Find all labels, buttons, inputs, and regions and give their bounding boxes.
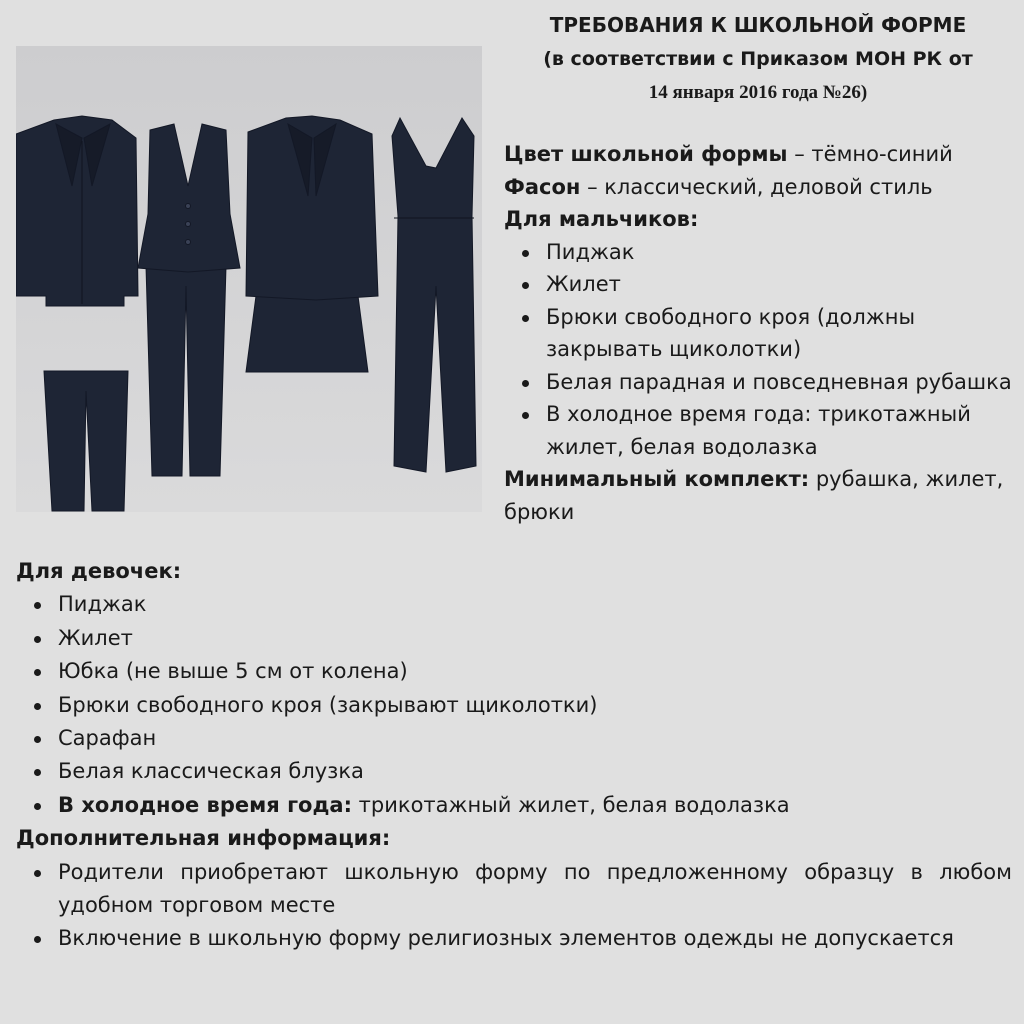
- list-item: Жилет: [16, 622, 1012, 655]
- boys-list: [504, 236, 1016, 464]
- boys-heading: Для мальчиков:: [504, 207, 699, 231]
- minimal-set-label: Минимальный комплект:: [504, 467, 810, 491]
- minimal-set-line: [504, 463, 1016, 528]
- list-item: Жилет: [504, 268, 1016, 301]
- page-title: [500, 8, 1016, 110]
- list-item: Брюки свободного кроя (закрывают щиколотки): [16, 689, 1012, 722]
- uniform-color-label: Цвет школьной формы: [504, 142, 788, 166]
- title-line-3: 14 января 2016 года №26): [648, 82, 868, 103]
- list-item: Включение в школьную форму религиозных элементов одежды не допускается: [16, 922, 1012, 955]
- title-line-2: (в соответствии с Приказом МОН РК от: [543, 48, 973, 70]
- girls-and-additional-section: [16, 555, 1012, 956]
- girls-heading: Для девочек:: [16, 559, 182, 583]
- uniform-photo: [16, 46, 482, 512]
- list-item: Родители приобретают школьную форму по предложенному образцу в любом удобном торговом месте: [16, 856, 1012, 923]
- uniform-color-value: – тёмно-синий: [787, 142, 953, 166]
- list-item-cold-season: [16, 789, 1012, 822]
- list-item: Белая классическая блузка: [16, 755, 1012, 788]
- girls-suit-garment: [246, 116, 378, 372]
- list-item: В холодное время года: трикотажный жилет, белая водолазка: [504, 398, 1016, 463]
- minimal-set-value: рубашка, жилет, брюки: [504, 467, 1004, 524]
- uniform-color-line: [504, 138, 1016, 171]
- uniform-style-value: – классический, деловой стиль: [580, 174, 933, 199]
- list-item: Брюки свободного кроя (должны закрывать щиколотки): [504, 301, 1016, 366]
- additional-list: [16, 856, 1012, 956]
- cold-season-value: трикотажный жилет, белая водолазка: [352, 792, 790, 817]
- uniform-illustration: [16, 46, 482, 512]
- additional-heading: Дополнительная информация:: [16, 826, 391, 851]
- cold-season-label: В холодное время года:: [58, 792, 352, 817]
- list-item: Пиджак: [504, 236, 1016, 269]
- uniform-style-label: Фасон: [504, 174, 581, 199]
- title-line-1: ТРЕБОВАНИЯ К ШКОЛЬНОЙ ФОРМЕ: [549, 13, 967, 37]
- list-item: Пиджак: [16, 588, 1012, 621]
- uniform-style-line: [504, 171, 1016, 204]
- boys-section: [504, 138, 1016, 528]
- list-item: Сарафан: [16, 722, 1012, 755]
- girls-list: [16, 588, 1012, 822]
- list-item: Белая парадная и повседневная рубашка: [504, 366, 1016, 399]
- list-item: Юбка (не выше 5 см от колена): [16, 655, 1012, 688]
